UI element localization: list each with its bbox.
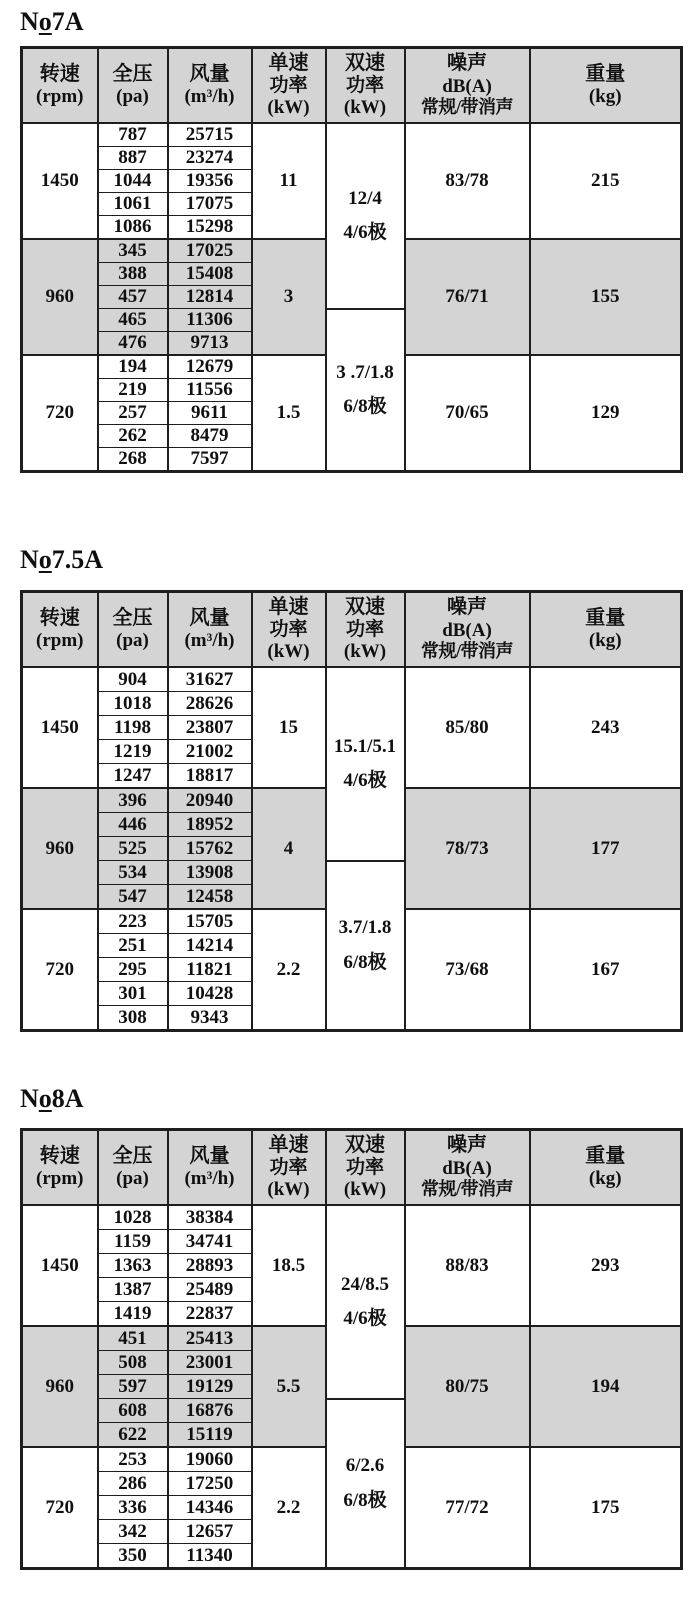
header-label-line: dB(A) xyxy=(442,1157,492,1179)
header-label-line: (rpm) xyxy=(36,86,84,108)
table-title-no7-5a xyxy=(20,546,680,574)
header-label-line: dB(A) xyxy=(442,619,492,641)
airflow-cell: 22837 xyxy=(168,1302,252,1327)
pressure-cell: 350 xyxy=(98,1544,168,1569)
airflow-cell: 28893 xyxy=(168,1254,252,1278)
fan-spec-table-no7a xyxy=(20,46,683,473)
pressure-cell: 904 xyxy=(98,667,168,692)
title-part: N xyxy=(20,1084,39,1113)
airflow-cell: 9343 xyxy=(168,1006,252,1031)
airflow-cell: 10428 xyxy=(168,982,252,1006)
airflow-cell: 23001 xyxy=(168,1351,252,1375)
pressure-cell: 286 xyxy=(98,1472,168,1496)
airflow-cell: 11821 xyxy=(168,958,252,982)
header-label-line: (pa) xyxy=(116,86,149,108)
header-label-line: 常规/带消声 xyxy=(420,1179,513,1200)
col-header-airflow xyxy=(168,48,252,124)
pressure-cell: 525 xyxy=(98,837,168,861)
pressure-cell: 1086 xyxy=(98,216,168,240)
col-header-pressure xyxy=(98,48,168,124)
noise-cell: 73/68 xyxy=(405,909,530,1031)
pressure-cell: 262 xyxy=(98,425,168,448)
dual-power-cell xyxy=(326,1205,405,1399)
single-power-cell: 2.2 xyxy=(252,909,326,1031)
airflow-cell: 15119 xyxy=(168,1423,252,1448)
airflow-cell: 23274 xyxy=(168,147,252,170)
col-header-noise xyxy=(405,48,530,124)
weight-cell: 194 xyxy=(530,1326,682,1447)
header-label-line: 单速 xyxy=(268,595,309,618)
pressure-cell: 308 xyxy=(98,1006,168,1031)
single-power-cell: 5.5 xyxy=(252,1326,326,1447)
header-label-line: 风量 xyxy=(189,1144,230,1167)
title-part-underlined-o: o xyxy=(38,545,52,574)
single-power-cell: 4 xyxy=(252,788,326,909)
table-row xyxy=(22,667,682,692)
header-label-line: 单速 xyxy=(268,1133,309,1156)
header-label-line: (kg) xyxy=(588,630,622,652)
pressure-cell: 194 xyxy=(98,355,168,379)
airflow-cell: 12458 xyxy=(168,885,252,910)
airflow-cell: 19356 xyxy=(168,170,252,193)
pressure-cell: 457 xyxy=(98,286,168,309)
pressure-cell: 608 xyxy=(98,1399,168,1423)
col-header-pressure xyxy=(98,1130,168,1206)
dual-power-label-line: 6/8极 xyxy=(343,951,387,973)
pressure-cell: 1219 xyxy=(98,740,168,764)
col-header-dual-power xyxy=(326,592,405,668)
pressure-cell: 787 xyxy=(98,123,168,147)
airflow-cell: 21002 xyxy=(168,740,252,764)
pressure-cell: 1419 xyxy=(98,1302,168,1327)
header-label-line: 转速 xyxy=(39,606,80,629)
rpm-cell: 720 xyxy=(22,1447,98,1569)
header-label-line: (m³/h) xyxy=(184,630,235,652)
header-label-line: 功率 xyxy=(345,75,384,97)
header-label-line: 重量 xyxy=(585,606,626,629)
dual-power-cell xyxy=(326,667,405,861)
header-label-line: 噪声 xyxy=(447,595,487,618)
col-header-rpm xyxy=(22,592,98,668)
header-label-line: 常规/带消声 xyxy=(420,97,513,118)
table-body xyxy=(22,667,682,1031)
pressure-cell: 1247 xyxy=(98,764,168,789)
pressure-cell: 1061 xyxy=(98,193,168,216)
header-label-line: (kW) xyxy=(267,97,310,119)
single-power-cell: 11 xyxy=(252,123,326,239)
pressure-cell: 1044 xyxy=(98,170,168,193)
table-header xyxy=(22,592,682,668)
pressure-cell: 622 xyxy=(98,1423,168,1448)
header-label-line: (m³/h) xyxy=(184,86,235,108)
pressure-cell: 251 xyxy=(98,934,168,958)
airflow-cell: 14346 xyxy=(168,1496,252,1520)
airflow-cell: 28626 xyxy=(168,692,252,716)
weight-cell: 177 xyxy=(530,788,682,909)
header-label-line: 全压 xyxy=(112,62,153,85)
airflow-cell: 8479 xyxy=(168,425,252,448)
table-title-no7a xyxy=(20,8,680,36)
airflow-cell: 25489 xyxy=(168,1278,252,1302)
header-label-line: 双速 xyxy=(345,1133,385,1156)
header-row xyxy=(22,592,682,668)
header-label-line: 功率 xyxy=(269,619,308,641)
pressure-cell: 1159 xyxy=(98,1230,168,1254)
airflow-cell: 17250 xyxy=(168,1472,252,1496)
header-label-line: (kW) xyxy=(343,641,387,663)
header-label-line: (pa) xyxy=(116,1168,149,1190)
header-label-line: 常规/带消声 xyxy=(420,641,513,662)
header-label-line: 转速 xyxy=(39,1144,80,1167)
header-label-line: (kg) xyxy=(588,86,622,108)
dual-power-label-line: 3 .7/1.8 xyxy=(336,361,394,383)
pressure-cell: 597 xyxy=(98,1375,168,1399)
pressure-cell: 388 xyxy=(98,263,168,286)
dual-power-label-line: 4/6极 xyxy=(343,222,387,244)
header-label-line: 功率 xyxy=(345,619,384,641)
header-label-line: (kW) xyxy=(343,1179,387,1201)
col-header-pressure xyxy=(98,592,168,668)
table-title-no8a xyxy=(20,1085,680,1113)
dual-power-label-line: 12/4 xyxy=(348,187,382,209)
pressure-cell: 446 xyxy=(98,813,168,837)
airflow-cell: 15298 xyxy=(168,216,252,240)
airflow-cell: 18817 xyxy=(168,764,252,789)
noise-cell: 70/65 xyxy=(405,355,530,472)
header-label-line: 重量 xyxy=(585,1144,626,1167)
noise-cell: 85/80 xyxy=(405,667,530,788)
airflow-cell: 13908 xyxy=(168,861,252,885)
pressure-cell: 534 xyxy=(98,861,168,885)
dual-power-label-line: 6/8极 xyxy=(343,396,387,418)
header-label-line: (kW) xyxy=(267,641,310,663)
section-no7a xyxy=(20,8,680,473)
table-header xyxy=(22,48,682,124)
header-label-line: (kW) xyxy=(267,1179,310,1201)
airflow-cell: 23807 xyxy=(168,716,252,740)
airflow-cell: 7597 xyxy=(168,448,252,472)
airflow-cell: 31627 xyxy=(168,667,252,692)
table-row xyxy=(22,1205,682,1230)
airflow-cell: 25413 xyxy=(168,1326,252,1351)
noise-cell: 83/78 xyxy=(405,123,530,239)
rpm-cell: 960 xyxy=(22,1326,98,1447)
noise-cell: 77/72 xyxy=(405,1447,530,1569)
dual-power-label-line: 4/6极 xyxy=(343,1308,387,1330)
pressure-cell: 345 xyxy=(98,239,168,263)
airflow-cell: 20940 xyxy=(168,788,252,813)
airflow-cell: 14214 xyxy=(168,934,252,958)
title-part-underlined-o: o xyxy=(38,1084,52,1113)
header-label-line: dB(A) xyxy=(442,75,492,97)
col-header-weight xyxy=(530,592,682,668)
rpm-cell: 960 xyxy=(22,788,98,909)
pressure-cell: 342 xyxy=(98,1520,168,1544)
pressure-cell: 257 xyxy=(98,402,168,425)
rpm-cell: 1450 xyxy=(22,1205,98,1326)
header-label-line: 双速 xyxy=(345,51,385,74)
dual-power-cell xyxy=(326,861,405,1031)
pressure-cell: 1363 xyxy=(98,1254,168,1278)
airflow-cell: 19060 xyxy=(168,1447,252,1472)
airflow-cell: 11306 xyxy=(168,309,252,332)
header-label-line: (rpm) xyxy=(36,630,84,652)
pressure-cell: 1028 xyxy=(98,1205,168,1230)
dual-power-cell xyxy=(326,1399,405,1569)
airflow-cell: 18952 xyxy=(168,813,252,837)
weight-cell: 243 xyxy=(530,667,682,788)
col-header-rpm xyxy=(22,1130,98,1206)
title-part: N xyxy=(20,545,39,574)
col-header-single-power xyxy=(252,592,326,668)
title-part-underlined-o: o xyxy=(38,7,52,36)
header-row xyxy=(22,1130,682,1206)
pressure-cell: 396 xyxy=(98,788,168,813)
airflow-cell: 19129 xyxy=(168,1375,252,1399)
airflow-cell: 12679 xyxy=(168,355,252,379)
header-label-line: 风量 xyxy=(189,606,230,629)
weight-cell: 129 xyxy=(530,355,682,472)
weight-cell: 215 xyxy=(530,123,682,239)
col-header-airflow xyxy=(168,1130,252,1206)
header-label-line: (kW) xyxy=(343,97,387,119)
header-label-line: 单速 xyxy=(268,51,309,74)
single-power-cell: 3 xyxy=(252,239,326,355)
header-label-line: 噪声 xyxy=(447,1133,487,1156)
airflow-cell: 11556 xyxy=(168,379,252,402)
col-header-dual-power xyxy=(326,1130,405,1206)
airflow-cell: 25715 xyxy=(168,123,252,147)
header-label-line: 功率 xyxy=(269,75,308,97)
header-label-line: 重量 xyxy=(585,62,626,85)
dual-power-label-line: 15.1/5.1 xyxy=(333,735,397,757)
weight-cell: 167 xyxy=(530,909,682,1031)
airflow-cell: 12814 xyxy=(168,286,252,309)
pressure-cell: 268 xyxy=(98,448,168,472)
airflow-cell: 34741 xyxy=(168,1230,252,1254)
table-header xyxy=(22,1130,682,1206)
section-no7-5a xyxy=(20,546,680,1032)
dual-power-label-line: 24/8.5 xyxy=(340,1273,390,1295)
fan-spec-table-no8a xyxy=(20,1128,683,1570)
header-label-line: (rpm) xyxy=(36,1168,84,1190)
header-label-line: 功率 xyxy=(269,1157,308,1179)
rpm-cell: 1450 xyxy=(22,123,98,239)
table-row xyxy=(22,123,682,147)
single-power-cell: 18.5 xyxy=(252,1205,326,1326)
rpm-cell: 960 xyxy=(22,239,98,355)
airflow-cell: 12657 xyxy=(168,1520,252,1544)
col-header-single-power xyxy=(252,1130,326,1206)
airflow-cell: 17075 xyxy=(168,193,252,216)
pressure-cell: 336 xyxy=(98,1496,168,1520)
airflow-cell: 11340 xyxy=(168,1544,252,1569)
pressure-cell: 223 xyxy=(98,909,168,934)
title-part: N xyxy=(20,7,39,36)
airflow-cell: 17025 xyxy=(168,239,252,263)
pressure-cell: 887 xyxy=(98,147,168,170)
header-row xyxy=(22,48,682,124)
airflow-cell: 9713 xyxy=(168,332,252,356)
header-label-line: (kg) xyxy=(588,1168,622,1190)
airflow-cell: 15408 xyxy=(168,263,252,286)
fan-spec-table-no7-5a xyxy=(20,590,683,1032)
header-label-line: 双速 xyxy=(345,595,385,618)
header-label-line: 风量 xyxy=(189,62,230,85)
pressure-cell: 476 xyxy=(98,332,168,356)
airflow-cell: 15705 xyxy=(168,909,252,934)
weight-cell: 175 xyxy=(530,1447,682,1569)
noise-cell: 76/71 xyxy=(405,239,530,355)
pressure-cell: 1018 xyxy=(98,692,168,716)
col-header-noise xyxy=(405,592,530,668)
rpm-cell: 720 xyxy=(22,355,98,472)
col-header-single-power xyxy=(252,48,326,124)
rpm-cell: 720 xyxy=(22,909,98,1031)
header-label-line: 转速 xyxy=(39,62,80,85)
header-label-line: 全压 xyxy=(112,1144,153,1167)
header-label-line: 全压 xyxy=(112,606,153,629)
airflow-cell: 38384 xyxy=(168,1205,252,1230)
header-label-line: 功率 xyxy=(345,1157,384,1179)
col-header-airflow xyxy=(168,592,252,668)
single-power-cell: 1.5 xyxy=(252,355,326,472)
header-label-line: 噪声 xyxy=(447,51,487,74)
dual-power-label-line: 6/2.6 xyxy=(345,1455,385,1476)
single-power-cell: 15 xyxy=(252,667,326,788)
section-no8a xyxy=(20,1085,680,1570)
noise-cell: 80/75 xyxy=(405,1326,530,1447)
pressure-cell: 1198 xyxy=(98,716,168,740)
weight-cell: 293 xyxy=(530,1205,682,1326)
pressure-cell: 451 xyxy=(98,1326,168,1351)
pressure-cell: 219 xyxy=(98,379,168,402)
pressure-cell: 301 xyxy=(98,982,168,1006)
pressure-cell: 508 xyxy=(98,1351,168,1375)
title-part: 7.5A xyxy=(51,545,104,574)
dual-power-label-line: 3.7/1.8 xyxy=(338,917,392,938)
dual-power-label-line: 6/8极 xyxy=(343,1489,387,1511)
airflow-cell: 9611 xyxy=(168,402,252,425)
rpm-cell: 1450 xyxy=(22,667,98,788)
weight-cell: 155 xyxy=(530,239,682,355)
col-header-rpm xyxy=(22,48,98,124)
header-label-line: (m³/h) xyxy=(184,1168,235,1190)
airflow-cell: 16876 xyxy=(168,1399,252,1423)
col-header-dual-power xyxy=(326,48,405,124)
noise-cell: 78/73 xyxy=(405,788,530,909)
noise-cell: 88/83 xyxy=(405,1205,530,1326)
pressure-cell: 465 xyxy=(98,309,168,332)
dual-power-cell xyxy=(326,123,405,309)
pressure-cell: 1387 xyxy=(98,1278,168,1302)
dual-power-cell xyxy=(326,309,405,472)
col-header-weight xyxy=(530,1130,682,1206)
single-power-cell: 2.2 xyxy=(252,1447,326,1569)
pressure-cell: 253 xyxy=(98,1447,168,1472)
airflow-cell: 15762 xyxy=(168,837,252,861)
dual-power-label-line: 4/6极 xyxy=(343,770,387,792)
header-label-line: (pa) xyxy=(116,630,149,652)
table-body xyxy=(22,1205,682,1569)
pressure-cell: 547 xyxy=(98,885,168,910)
col-header-weight xyxy=(530,48,682,124)
pressure-cell: 295 xyxy=(98,958,168,982)
title-part: 7A xyxy=(51,7,84,36)
col-header-noise xyxy=(405,1130,530,1206)
table-body xyxy=(22,123,682,472)
title-part: 8A xyxy=(51,1084,84,1113)
